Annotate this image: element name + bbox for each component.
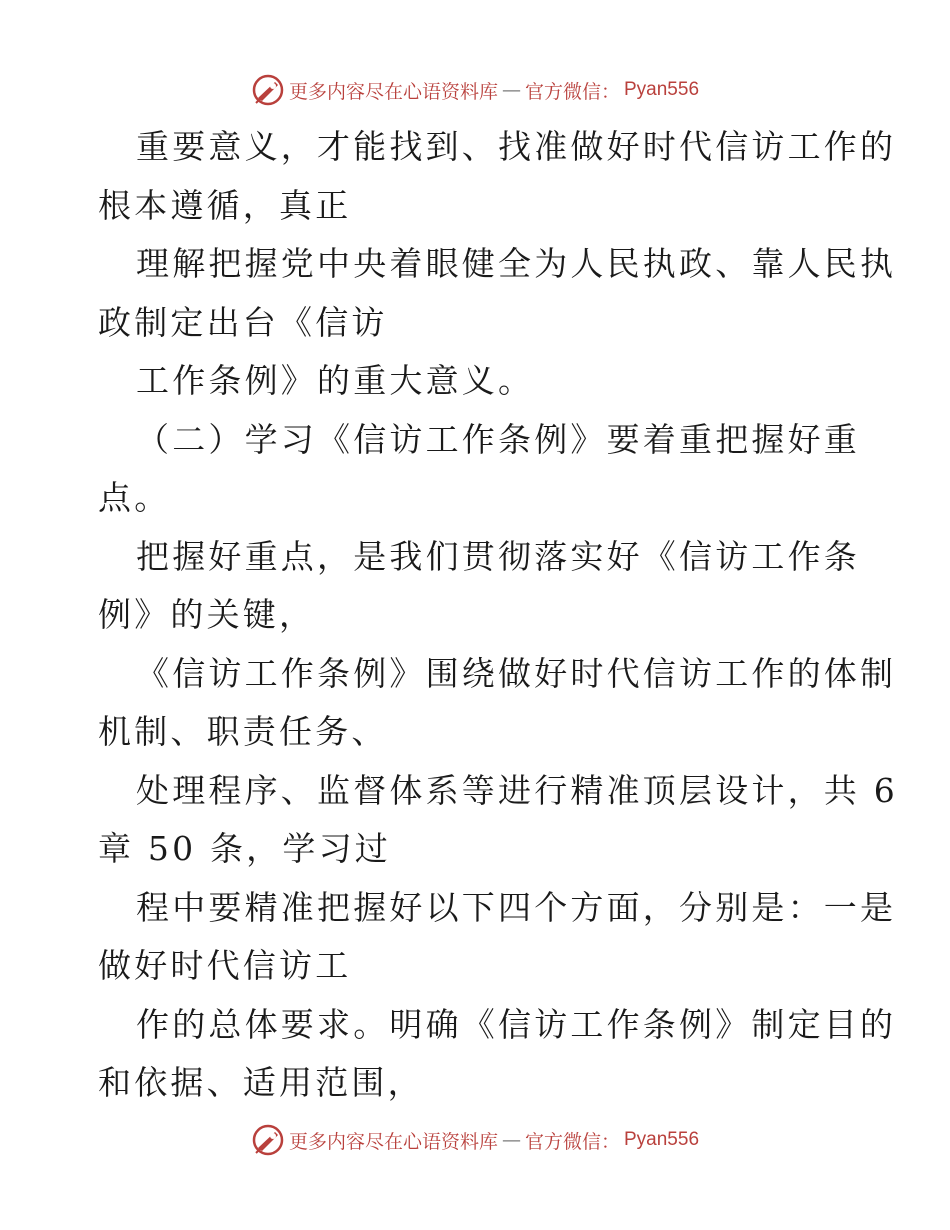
text-line: 《信访工作条例》围绕做好时代信访工作的体制: [136, 653, 897, 693]
text-line: 把握好重点，是我们贯彻落实好《信访工作条: [136, 536, 860, 576]
watermark-official-label: 官方微信：: [524, 1130, 620, 1153]
pen-logo-icon: [251, 1123, 285, 1157]
text-line: 理解把握党中央着眼健全为人民执政、靠人民执: [136, 244, 897, 283]
watermark-official-label: 官方微信：: [524, 80, 620, 103]
text-line: 点。: [98, 478, 171, 517]
text-line: 和依据、适用范围，: [98, 1063, 424, 1102]
text-line: 重要意义，才能找到、找准做好时代信访工作的: [136, 127, 897, 166]
text-line: 程中要精准把握好以下四个方面，分别是：一是: [136, 887, 897, 927]
text-line: 例》的关键，: [98, 595, 316, 634]
footer-watermark: [0, 1120, 950, 1160]
watermark-text: 更多内容尽在心语资料库: [288, 1130, 498, 1153]
watermark-wechat-id: Pyan556: [624, 79, 700, 100]
text-line: 做好时代信访工: [98, 946, 352, 985]
watermark-text: 更多内容尽在心语资料库: [288, 80, 498, 103]
text-line: 政制定出台《信访: [98, 302, 388, 342]
pen-logo-icon: [251, 73, 285, 107]
text-line: 工作条例》的重大意义。: [136, 361, 535, 400]
text-line: 机制、职责任务、: [98, 712, 388, 751]
header-watermark: [0, 70, 950, 110]
watermark-dash: —: [501, 79, 521, 101]
text-line: （二）学习《信访工作条例》要着重把握好重: [136, 419, 860, 459]
text-line: 章 50 条，学习过: [98, 829, 391, 868]
watermark-wechat-id: Pyan556: [624, 1129, 700, 1150]
text-line: 处理程序、监督体系等进行精准顶层设计，共 6: [136, 770, 898, 810]
text-line: 根本遵循，真正: [98, 185, 352, 225]
document-body: [98, 118, 898, 1113]
watermark-dash: —: [501, 1129, 521, 1151]
text-line: 作的总体要求。明确《信访工作条例》制定目的: [136, 1004, 897, 1044]
